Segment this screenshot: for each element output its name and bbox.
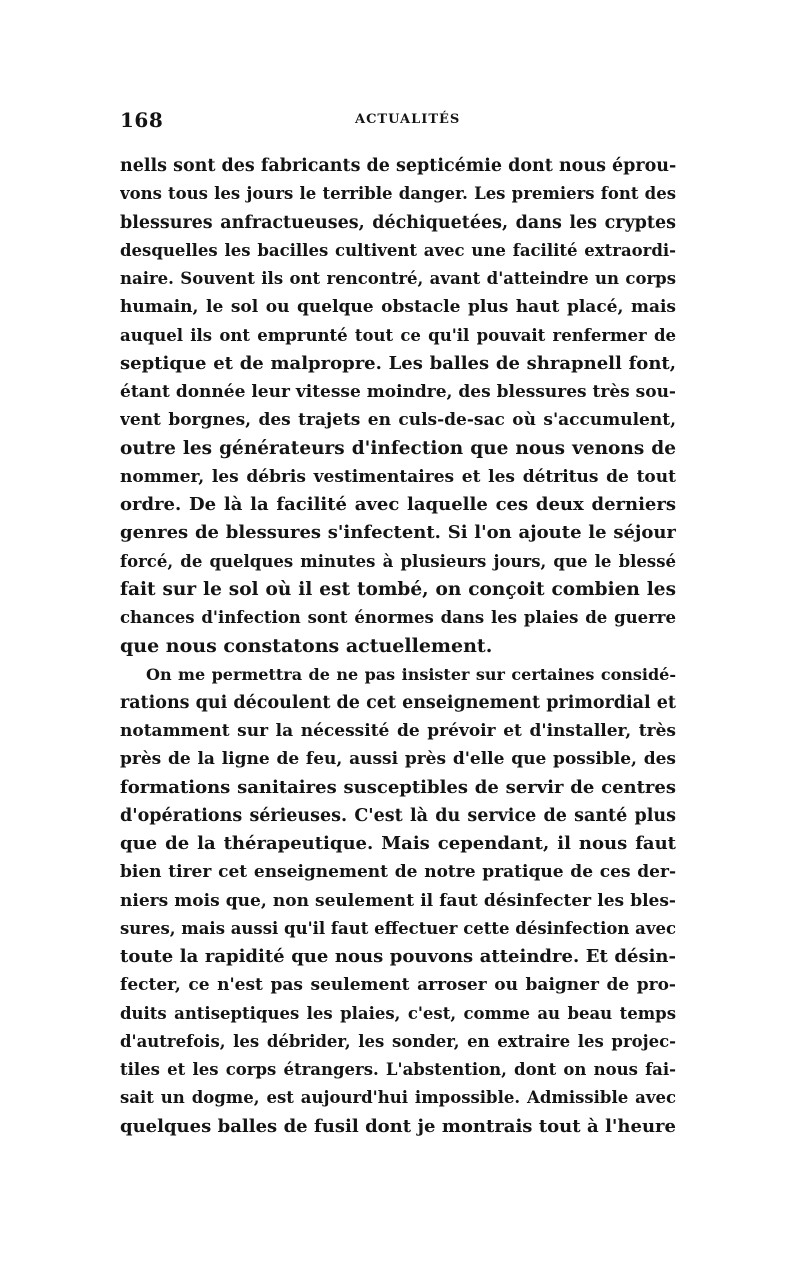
text-line: duits antiseptiques les plaies, c'est, comme au beau temps [120, 1003, 676, 1023]
text-line: niers mois que, non seulement il faut désinfecter les bles- [120, 890, 676, 911]
text-line: forcé, de quelques minutes à plusieurs jours, que le blessé [120, 551, 676, 571]
text-line: formations sanitaires susceptibles de servir de centres [120, 776, 676, 798]
text-line: vent borgnes, des trajets en culs-de-sac où s'accumulent, [120, 410, 676, 431]
text-line: quelques balles de fusil dont je montrais tout à l'heure [120, 1115, 676, 1137]
text-line: desquelles les bacilles cultivent avec une facilité extraordi- [120, 240, 676, 260]
paragraph-2 [120, 661, 676, 1141]
text-line: chances d'infection sont énormes dans les plaies de guerre [120, 608, 676, 627]
text-line: d'opérations sérieuses. C'est là du service de santé plus [120, 805, 676, 826]
text-line: d'autrefois, les débrider, les sonder, en extraire les projec- [120, 1031, 676, 1051]
text-line: auquel ils ont emprunté tout ce qu'il pouvait renfermer de [120, 325, 676, 345]
text-line: blessures anfractueuses, déchiquetées, dans les cryptes [120, 212, 676, 233]
text-line: vons tous les jours le terrible danger. Les premiers font des [120, 184, 676, 204]
text-line: toute la rapidité que nous pouvons atteindre. Et désin- [120, 946, 676, 967]
text-line: bien tirer cet enseignement de notre pratique de ces der- [120, 862, 676, 883]
running-head: ACTUALITÉS [355, 112, 461, 127]
page-header [120, 108, 676, 138]
text-line: On me permettra de ne pas insister sur certaines considé- [146, 664, 676, 684]
text-line: sait un dogme, est aujourd'hui impossible. Admissible avec [120, 1088, 676, 1108]
text-line: tiles et les corps étrangers. L'abstention, dont on nous fai- [120, 1060, 676, 1079]
text-line: humain, le sol ou quelque obstacle plus haut placé, mais [120, 297, 676, 318]
text-line: notamment sur la nécessité de prévoir et d'installer, très [120, 721, 676, 741]
body-text [120, 152, 676, 1141]
text-line: rations qui découlent de cet enseignement primordial et [120, 692, 676, 713]
text-line: fait sur le sol où il est tombé, on conçoit combien les [120, 578, 676, 600]
text-line: fecter, ce n'est pas seulement arroser ou baigner de pro- [120, 975, 676, 996]
text-line: que de la thérapeutique. Mais cependant, il nous faut [120, 833, 676, 854]
text-line: septique et de malpropre. Les balles de shrapnell font, [120, 352, 676, 374]
text-line: ordre. De là la facilité avec laquelle ces deux derniers [120, 494, 676, 515]
text-line: nells sont des fabricants de septicémie dont nous éprou- [120, 156, 676, 176]
text-line: que nous constatons actuellement. [120, 635, 493, 658]
text-line: genres de blessures s'infectent. Si l'on ajoute le séjour [120, 522, 676, 544]
text-line: près de la ligne de feu, aussi près d'elle que possible, des [120, 749, 676, 770]
text-line: nommer, les débris vestimentaires et les détritus de tout [120, 466, 676, 487]
text-line: étant donnée leur vitesse moindre, des blessures très sou- [120, 382, 676, 402]
text-line: outre les générateurs d'infection que nous venons de [120, 437, 676, 459]
paragraph-1 [120, 152, 676, 661]
page-number: 168 [120, 108, 164, 132]
text-line: sures, mais aussi qu'il faut effectuer cette désinfection avec [120, 918, 676, 938]
text-line: naire. Souvent ils ont rencontré, avant d'atteindre un corps [120, 269, 676, 288]
